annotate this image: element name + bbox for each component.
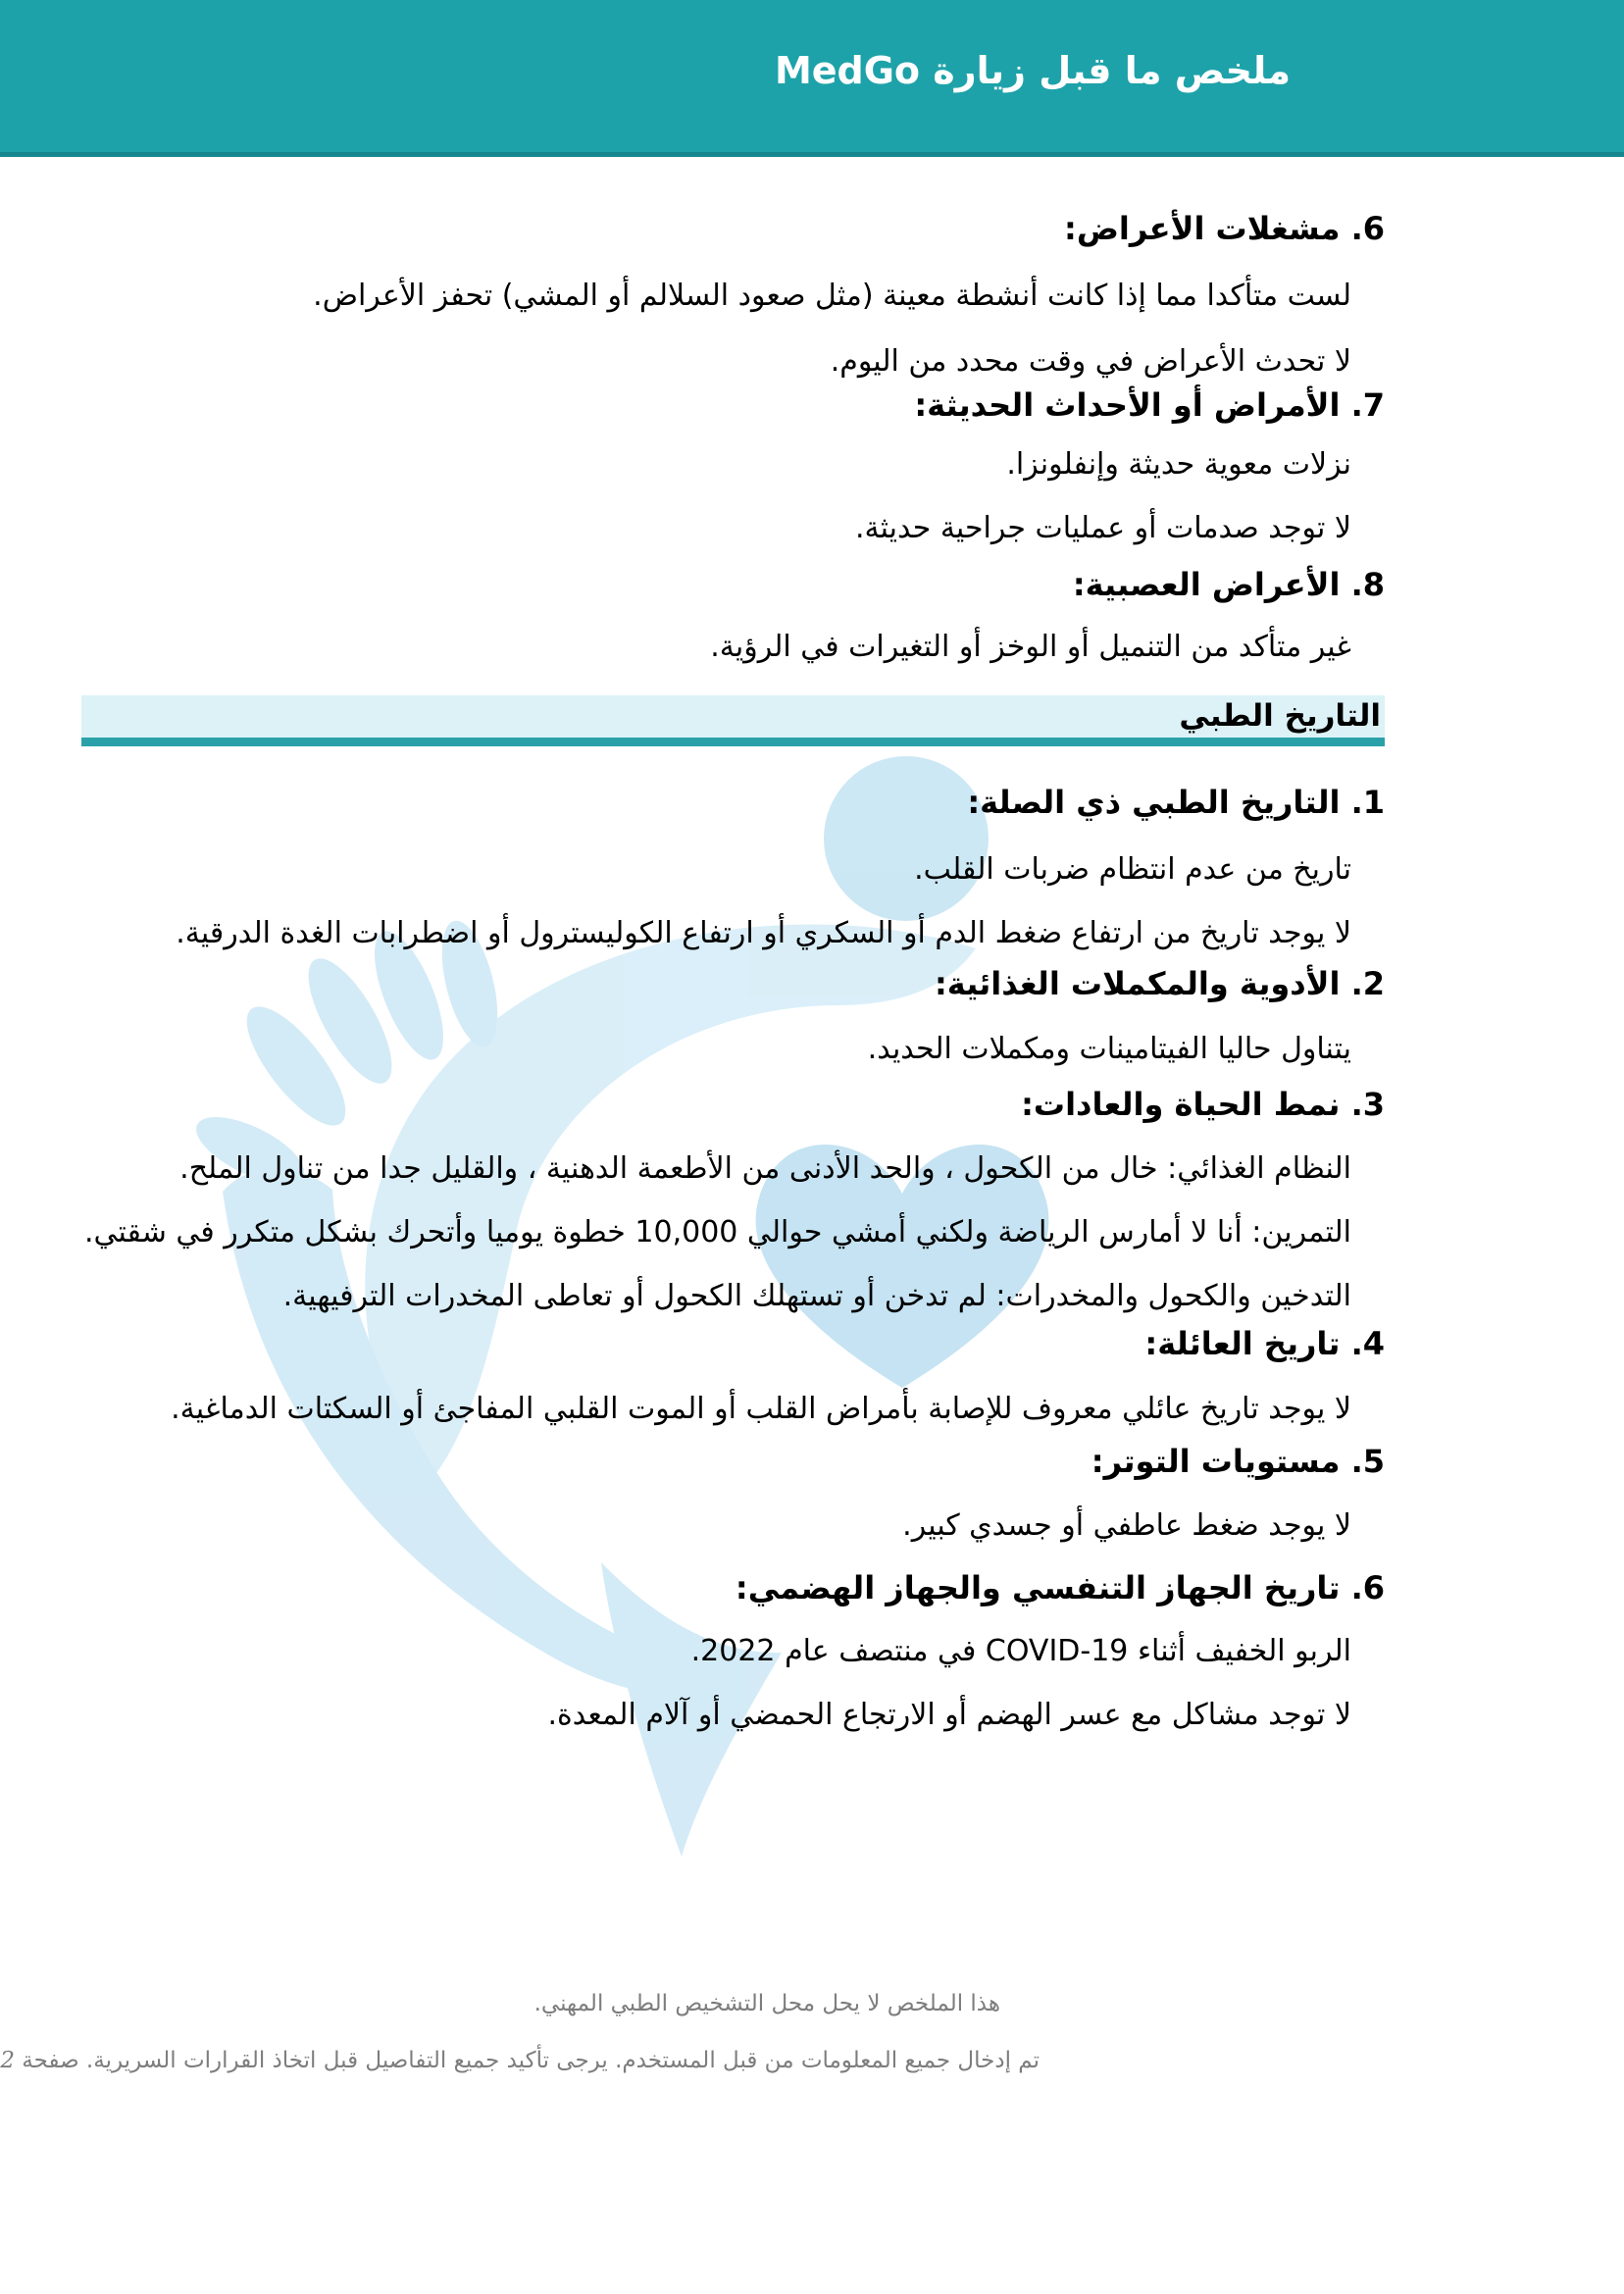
history-item-3-line-3: التدخين والكحول والمخدرات: لم تدخن أو تستهلك الكحول أو تعاطى المخدرات الترفيهية. [282,1279,1351,1313]
history-item-3-line-1: النظام الغذائي: خال من الكحول ، والحد الأدنى من الأطعمة الدهنية ، والقليل جدا من تناول الملح. [179,1151,1351,1186]
history-item-6-heading: 6. تاريخ الجهاز التنفسي والجهاز الهضمي: [735,1569,1385,1606]
footer-disclaimer-line-2 [0,2048,1040,2073]
history-item-3-heading: 3. نمط الحياة والعادات: [1021,1086,1385,1123]
medical-history-band [81,695,1385,746]
symptom-item-6-line-1: لست متأكدا مما إذا كانت أنشطة معينة (مثل صعود السلالم أو المشي) تحفز الأعراض. [313,279,1351,313]
symptom-item-8-heading: 8. الأعراض العصبية: [1072,566,1385,603]
history-item-6-line-1: الربو الخفيف أثناء COVID-19 في منتصف عام 2022. [690,1634,1351,1668]
symptom-item-6-line-2: لا تحدث الأعراض في وقت محدد من اليوم. [830,344,1351,379]
history-item-2-line-1: يتناول حاليا الفيتامينات ومكملات الحديد. [867,1032,1351,1066]
header-bar [0,0,1624,157]
medical-history-band-title: التاريخ الطبي [1179,698,1381,734]
symptom-item-8-line-1: غير متأكد من التنميل أو الوخز أو التغيرات في الرؤية. [710,630,1351,664]
history-item-1-line-2: لا يوجد تاريخ من ارتفاع ضغط الدم أو السكري أو ارتفاع الكوليسترول أو اضطرابات الغدة الدرقية. [176,916,1351,950]
history-item-6-line-2: لا توجد مشاكل مع عسر الهضم أو الارتجاع الحمضي أو آلام المعدة. [547,1698,1351,1732]
history-item-2-heading: 2. الأدوية والمكملات الغذائية: [935,965,1385,1002]
page-title: ملخص ما قبل زيارة MedGo [774,49,1292,92]
footer-disclaimer-text: تم إدخال جميع المعلومات من قبل المستخدم. يرجى تأكيد جميع التفاصيل قبل اتخاذ القرارات السريرية. صفحة [14,2048,1040,2073]
symptom-item-7-heading: 7. الأمراض أو الأحداث الحديثة: [914,386,1385,424]
history-item-3-line-2: التمرين: أنا لا أمارس الرياضة ولكني أمشي حوالي 10,000 خطوة يوميا وأتحرك بشكل متكرر في شقتي. [83,1215,1351,1249]
history-item-5-heading: 5. مستويات التوتر: [1091,1443,1385,1480]
medgo-logo-watermark [54,682,1064,1868]
symptom-item-7-line-1: نزلات معوية حديثة وإنفلونزا. [1006,447,1351,482]
history-item-4-line-1: لا يوجد تاريخ عائلي معروف للإصابة بأمراض القلب أو الموت القلبي المفاجئ أو السكتات الدماغية. [171,1392,1351,1426]
history-item-1-heading: 1. التاريخ الطبي ذي الصلة: [967,784,1385,821]
history-item-4-heading: 4. تاريخ العائلة: [1144,1325,1385,1362]
symptom-item-7-line-2: لا توجد صدمات أو عمليات جراحية حديثة. [854,511,1351,545]
history-item-1-line-1: تاريخ من عدم انتظام ضربات القلب. [914,852,1351,887]
symptom-item-6-heading: 6. مشغلات الأعراض: [1064,210,1385,247]
history-item-5-line-1: لا يوجد ضغط عاطفي أو جسدي كبير. [902,1508,1351,1543]
footer-page-number: 2 [0,2048,15,2073]
footer-disclaimer-line-1: هذا الملخص لا يحل محل التشخيص الطبي المهني. [533,1991,1000,2016]
logo-head [824,756,989,921]
